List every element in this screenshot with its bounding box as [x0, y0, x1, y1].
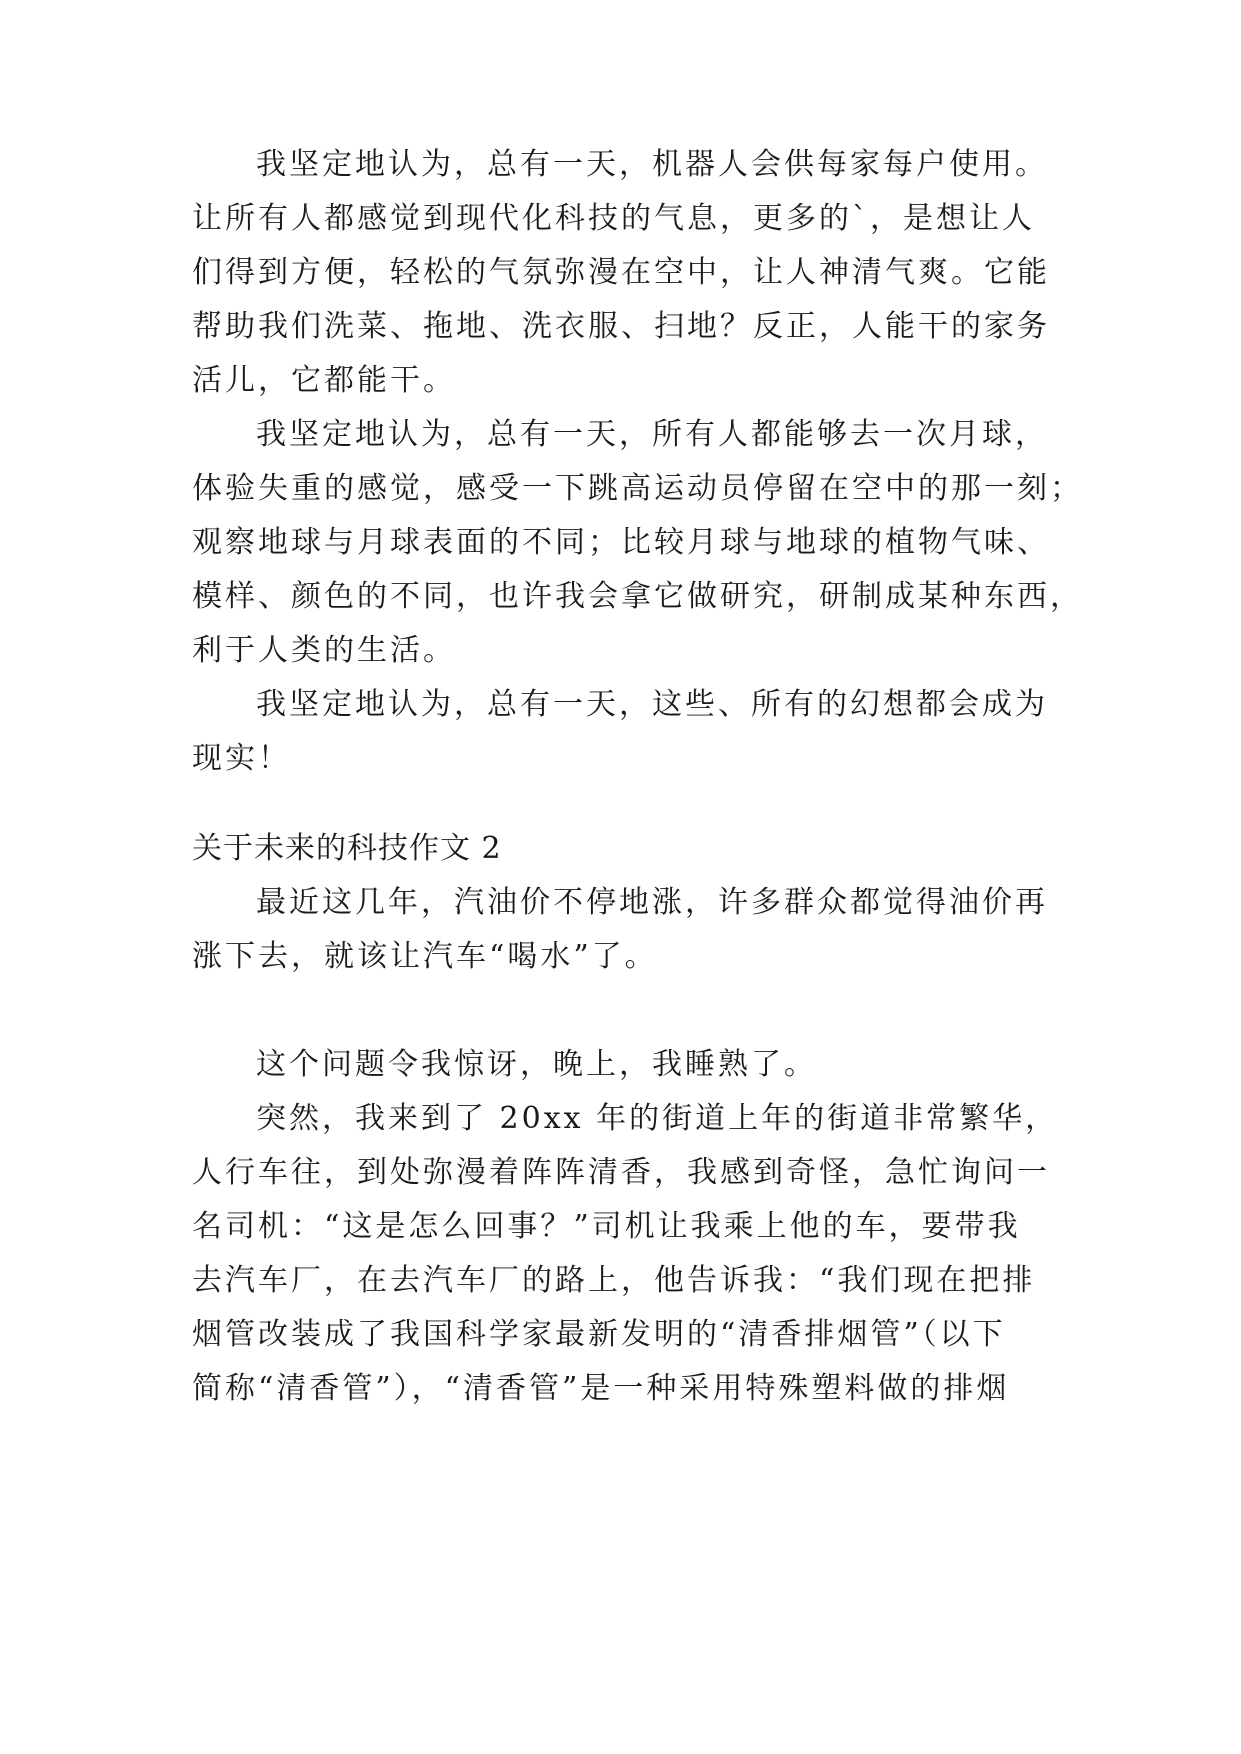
paragraph-line: 烟管改装成了我国科学家最新发明的“清香排烟管”（以下 — [192, 1317, 1006, 1352]
paragraph-line: 我坚定地认为，总有一天，所有人都能够去一次月球， — [256, 417, 1048, 452]
paragraph-line: 模样、颜色的不同，也许我会拿它做研究，研制成某种东西， — [192, 579, 1083, 614]
paragraph-line: 突然，我来到了 20xx 年的街道上年的街道非常繁华， — [256, 1101, 1059, 1136]
section-title: 关于未来的科技作文 2 — [192, 831, 502, 866]
paragraph-line: 名司机：“这是怎么回事？”司机让我乘上他的车，要带我 — [192, 1209, 1021, 1244]
paragraph-line: 我坚定地认为，总有一天，机器人会供每家每户使用。 — [256, 147, 1048, 182]
paragraph-line: 们得到方便，轻松的气氛弥漫在空中，让人神清气爽。它能 — [192, 255, 1050, 290]
paragraph-line: 利于人类的生活。 — [192, 633, 456, 668]
paragraph-line: 去汽车厂，在去汽车厂的路上，他告诉我：“我们现在把排 — [192, 1263, 1036, 1298]
paragraph-line: 涨下去，就该让汽车“喝水”了。 — [192, 939, 658, 974]
paragraph-line: 让所有人都感觉到现代化科技的气息，更多的`，是想让人 — [192, 201, 1035, 236]
paragraph-line: 体验失重的感觉，感受一下跳高运动员停留在空中的那一刻； — [192, 471, 1083, 506]
paragraph-line: 我坚定地认为，总有一天，这些、所有的幻想都会成为 — [256, 687, 1048, 722]
paragraph-line: 活儿，它都能干。 — [192, 363, 456, 398]
paragraph-line: 这个问题令我惊讶，晚上，我睡熟了。 — [256, 1047, 817, 1082]
paragraph-line: 简称“清香管”），“清香管”是一种采用特殊塑料做的排烟 — [192, 1371, 1010, 1406]
paragraph-line: 人行车往，到处弥漫着阵阵清香，我感到奇怪，急忙询问一 — [192, 1155, 1050, 1190]
paragraph-line: 帮助我们洗菜、拖地、洗衣服、扫地？反正，人能干的家务 — [192, 309, 1050, 344]
paragraph-line: 现实！ — [192, 741, 291, 776]
paragraph-line: 最近这几年，汽油价不停地涨，许多群众都觉得油价再 — [256, 885, 1048, 920]
paragraph-line: 观察地球与月球表面的不同；比较月球与地球的植物气味、 — [192, 525, 1050, 560]
